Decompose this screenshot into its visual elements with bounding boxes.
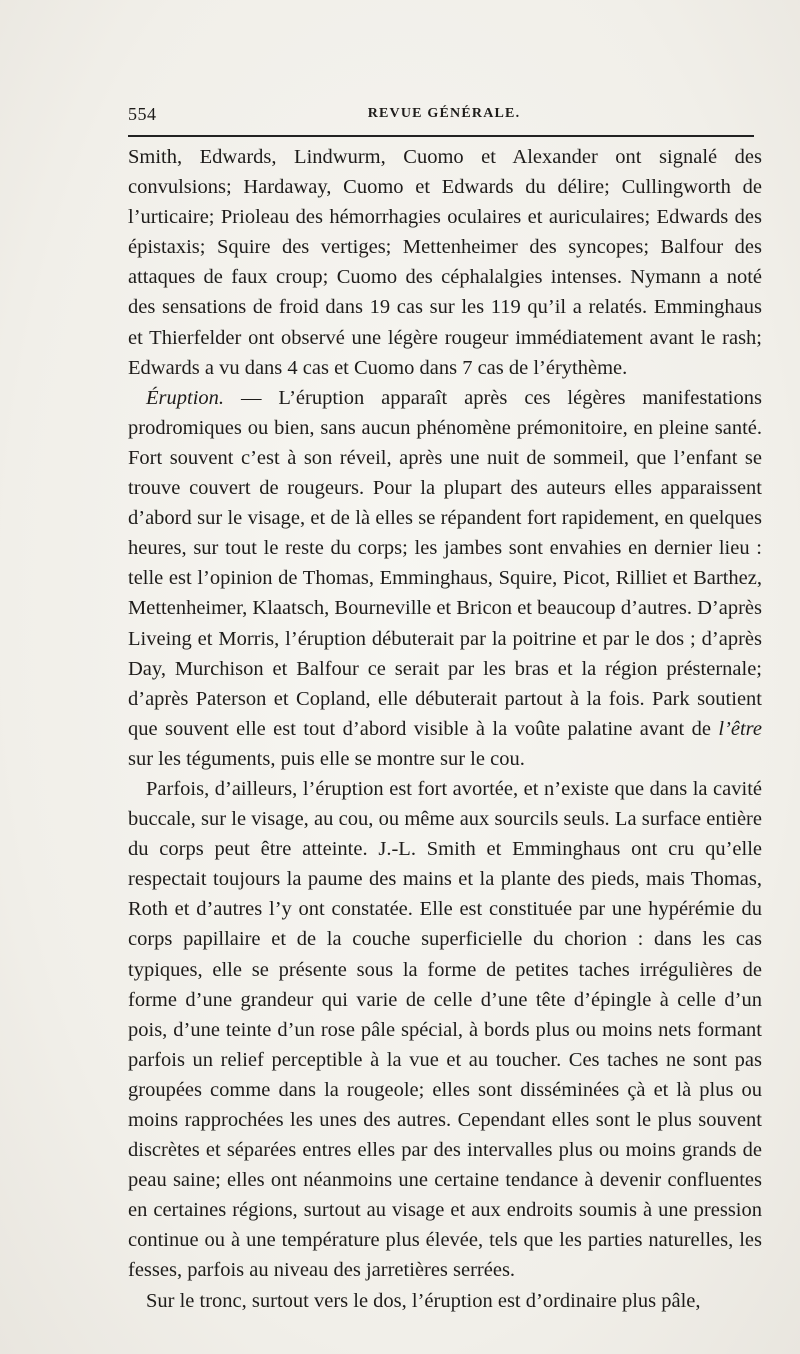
italic-word: l’être — [718, 717, 762, 740]
paragraph: Sur le tronc, surtout vers le dos, l’éruption est d’ordinaire plus pâle, — [146, 1289, 701, 1312]
page-header — [128, 100, 760, 130]
paragraph-text: — L’éruption apparaît après ces légères manifestations prodromiques ou bien, sans aucun phénomène prémonitoire, en pleine santé. Fort souvent c’est à son réveil, après une nuit de sommeil, que l’enfant se trouve couvert de rougeurs. Pour la plupart des auteurs elles apparaissent d’abord sur le visage, et de là elles se répandent fort rapidement, en quelques heures, sur tout le reste du corps; les jambes sont envahies en dernier lieu : telle est l’opinion de Thomas, Emminghaus, Squire, Picot, Rilliet et Barthez, Mettenheimer, Klaatsch, Bourneville et Bricon et beaucoup d’autres. D’après Liveing et Morris, l’éruption débuterait par la poitrine et par le dos ; d’après Day, Murchison et Balfour ce serait par les bras et la région présternale; d’après Paterson et Copland, elle débuterait partout à la fois. Park soutient que souvent elle est tout d’abord visible à la voûte palatine avant de — [128, 386, 762, 740]
body-text — [128, 142, 762, 1316]
paragraph: Smith, Edwards, Lindwurm, Cuomo et Alexander ont signalé des convulsions; Hardaway, Cuomo et Edwards du délire; Cullingworth de l’urticaire; Prioleau des hémorrhagies oculaires et auriculaires; Edwards des épistaxis; Squire des vertiges; Mettenheimer des syncopes; Balfour des attaques de faux croup; Cuomo des céphalalgies intenses. Nymann a noté des sensations de froid dans 19 cas sur les 119 qu’il a relatés. Emminghaus et Thierfelder ont observé une légère rougeur immédiatement avant le rash; Edwards a vu dans 4 cas et Cuomo dans 7 cas de l’érythème. — [128, 146, 762, 379]
section-heading-eruption: Éruption. — [146, 386, 225, 409]
running-title: REVUE GÉNÉRALE. — [367, 106, 521, 121]
page-number: 554 — [128, 104, 157, 124]
paragraph-eruption — [128, 383, 762, 774]
paragraph-text: sur les téguments, puis elle se montre sur le cou. — [128, 747, 525, 770]
header-rule — [128, 135, 754, 137]
paragraph: Parfois, d’ailleurs, l’éruption est fort avortée, et n’existe que dans la cavité buccale, sur le visage, au cou, ou même aux sourcils seuls. La surface entière du corps peut être atteinte. J.-L. Smith et Emminghaus ont cru qu’elle respectait toujours la paume des mains et la plante des pieds, mais Thomas, Roth et d’autres l’y ont constatée. Elle est constituée par une hypérémie du corps papillaire et de la couche superficielle du chorion : dans les cas typiques, elle se présente sous la forme de petites taches irrégulières de forme d’une grandeur qui varie de celle d’une tête d’épingle à celle d’un pois, d’une teinte d’un rose pâle spécial, à bords plus ou moins nets formant parfois un relief perceptible à la vue et au toucher. Ces taches ne sont pas groupées comme dans la rougeole; elles sont disséminées çà et là plus ou moins rapprochées les unes des autres. Cependant elles sont le plus souvent discrètes et séparées entres elles par des intervalles plus ou moins grands de peau saine; elles ont néanmoins une certaine tendance à devenir confluentes en certaines régions, surtout au visage et aux endroits soumis à une pression continue ou à une température plus élevée, tels que les parties naturelles, les fesses, parfois au niveau des jarretières serrées. — [128, 777, 762, 1282]
